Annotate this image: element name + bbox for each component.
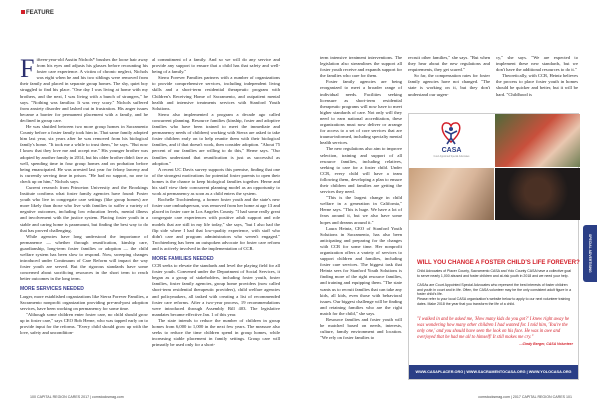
red-square-icon xyxy=(21,10,25,14)
paragraph: The state intends to reduce the number of children in group homes from 6,000 to 1,000 in the next few years. The measure also seeks to reduce the time children spend in group homes, while increasing stable placement in family settings. Group care will primarily be used only for a short- xyxy=(152,317,280,348)
quote-text: "I walked in and he asked me, 'How many kids do you got?' I knew right away he was wondering how many other children I had wanted for. I told him, 'You're the only one,' and you should have seen the look on his face. He was in awe and overjoyed that he had me all to himself! It still makes me cry." xyxy=(417,317,570,340)
lead-paragraph xyxy=(20,54,148,124)
casa-advertisement xyxy=(408,113,579,380)
casa-logo xyxy=(409,114,494,167)
photo-boy xyxy=(495,168,580,220)
subheading: MORE FAMILIES NEEDED xyxy=(152,256,214,262)
logo-subtext: Court Appointed Special Advocates xyxy=(433,156,470,158)
paragraph: term intensive treatment interventions. The legislation also streamlines the support all foster youth receive and expands support for the families who care for them. xyxy=(320,55,402,79)
photo-volunteer-child xyxy=(409,168,494,220)
paragraph: He was shuttled between two more group homes in Sacramento County before a foster family took him in. That same family adopted him last year, six years after he was removed from his biological family's home. "It took me a while to trust them," he says. "But now I know that they love me and accept me." His younger brother was adopted by another family in 2014, but his older brother didn't fare as well, spending time in four group homes and on probation before being emancipated. He was arrested last year for felony larceny and is currently serving time in prison. "He had no support, no one to check up on him," Nichols says. xyxy=(20,124,148,184)
paragraph: Larger, more established organizations like Sierra Forever Families, a Sacramento nonprofit organization providing pre-and-post adoption services, have been working on permanency for some time. xyxy=(20,293,148,311)
photo-mother-daughter xyxy=(495,114,580,167)
folio-left: 100 CAPITAL REGION CARES 2017 | comstocksmag.com xyxy=(30,395,124,399)
right-column-3 xyxy=(496,55,578,98)
ad-paragraph: Please refer to your local CASA organization's website below to apply to our next volunteer training dates. Make 2018 the year that you transform the life of a child. xyxy=(417,297,571,306)
right-column-1 xyxy=(320,55,402,395)
paragraph: Resource families and foster youth will be matched based on needs, interests, culture, family environment and location. "We rely on foster families to xyxy=(320,317,402,341)
ad-websites-bar[interactable]: WWW.CASAPLACER.ORG | WWW.SACRAMENTOCASA.ORG | WWW.YOLOCASA.ORG xyxy=(409,365,578,379)
testimonial-quote xyxy=(417,317,573,346)
paragraph: cy," she says. "We are expected to implement these new standards, but we don't have the additional resources to do it." xyxy=(496,55,578,73)
left-column-1 xyxy=(20,54,148,387)
left-column-2 xyxy=(152,57,280,387)
paragraph: While agencies have long understood the importance of permanence — whether through reunification, kinship care, guardianship, long-term foster families or adoption — the child welfare system has been slow to respond. Now, sweeping changes introduced under Continuum of Care Reform will impact the way foster youth are served. But the rigorous standards have some concerned about sacrificing resources in the short term to reach better outcomes in the long term. xyxy=(20,233,148,282)
paragraph: Sierra Forever Families partners with a number of organizations to provide comprehensive services, including independent living skills and a short-term residential therapeutic program with Children's Receiving Home of Sacramento, and outpatient mental health and intensive treatments services with Stanford Youth Solutions. xyxy=(152,75,280,111)
paragraph: recruit other families," she says. "But when they hear about the new regulations and requirements, they get scared." xyxy=(408,55,490,73)
drop-cap: F xyxy=(20,54,35,83)
section-kicker xyxy=(21,10,54,16)
special-advertising-tab: SPECIAL ADVERTISING xyxy=(583,225,597,282)
folio-right: comstocksmag.com | 2017 CAPITAL REGION CARES 101 xyxy=(478,395,572,399)
paragraph: Rochelle Trochtenberg, a former foster youth and the state's new foster care ombudsperson, was removed from her home at age 13 and placed in foster care in Los Angeles County. "I had some really great congregate care experiences with positive adult support and role models that are still in my life today," she says, "but I also had the flip side where I had that low-quality experience, with staff who didn't care and program administrators who weren't engaged." Trochtenberg has been an outspoken advocate for foster care reform and is actively involved in the implementation of CCR. xyxy=(152,197,280,251)
subheading: MORE SERVICES NEEDED xyxy=(20,286,84,293)
kicker-label: FEATURE xyxy=(26,10,54,16)
right-column-2 xyxy=(408,55,490,98)
paragraph: Theoretically, with CCR, Heintz believes the process to place foster youth in homes should be quicker and better, but it will be hard. "Childhood is xyxy=(496,73,578,97)
paragraph: "This is the largest change in child welfare in a generation in California," Herne says. "This is huge. We have a lot of fears around it, but we also have some hopes and dreams around it." xyxy=(320,195,402,225)
paragraph: Current research from Princeton University and the Brookings Institute confirms what foster family agencies have found: Foster youth who live in congregate care settings (like group homes) are more likely than those who live with families to suffer a variety of negative outcomes, including low education levels, mental illness and involvement with the justice system. Placing foster youth in a stable and caring home is paramount, but finding the best way to do that has proved challenging. xyxy=(20,184,148,233)
ad-paragraph: Child Advocates of Placer County, Sacramento CASA and Yolo County CASA have a collective goal to serve nearly 1,000 abused and foster children and at-risk youth in 2018 and we need your help. xyxy=(417,269,572,278)
lead-text: ifteen-year-old Austin Nichols* brushes the loose hair away from his eyes and adjusts his glasses before recounting his foster care experience. A victim of chronic neglect, Nichols was eight when he and his two siblings were removed from their family and placed in separate group homes. The shy, quiet boy struggled to find his place. "One day I was living at home with my brothers, and the next, I was living with a bunch of strangers," he says. "Nothing was familiar. It was very scary." Nichols suffered from anxiety disorder and lashed out in frustration. His anger issues became a barrier for permanent placement with a family, and he declined in group care. xyxy=(20,57,148,123)
paragraph: "Although some children enter foster care, no child should grow up in foster care," says CEO Bob Herne, who was tapped early on to provide input for the reforms. "Every child should grow up with the love, safety and uncondition- xyxy=(20,311,148,336)
paragraph: Laura Heintz, CEO of Stanford Youth Solutions in Sacramento, has also been anticipating and preparing for the changes with CCR for some time. Her nonprofit organization offers a variety of services to support children and families, including foster care services. The biggest task that Heintz sees for Stanford Youth Solutions is finding more of the right resource families, and training and equipping them. "The state wants us to recruit families that can take any kids, all kids, even those with behavioral issues. Our biggest challenge will be finding and retaining families who are the right match for the child," she says. xyxy=(320,225,402,316)
paragraph: A recent UC Davis survey supports this premise, finding that one of the strongest motivations for potential foster parents to open their homes is the chance to keep biological families together. Herne and his staff view their concurrent planning model as an opportunity to work at permanency as soon as a child enters the system. xyxy=(152,166,280,197)
paragraph: Sierra also implemented a program a decade ago called concurrent planning. Resource families (kinship, foster and adoptive families who have been trained to meet the immediate and permanency needs of children) working with Sierra are asked to take foster children early on to help reunite them with their biological families, and if that doesn't work, then consider adoption. "About 75 percent of our families are willing to do this," Herne says. "Our families understand that reunification is just as successful as adoption." xyxy=(152,111,280,166)
logo-text: CASA xyxy=(441,147,462,154)
paragraph: The new regulations also aim to improve selection, training and support of all resource families, including relatives, seeking to care for a foster child. Under CCR, every child will have a team following them, developing a plan to ensure their children and families are getting the services they need. xyxy=(320,146,402,195)
paragraph: Foster family agencies are being reorganized to meet a broader range of individual needs. Facilities seeking licensure as short-term residential therapeutic programs will now have to meet higher standards of care. Not only will they need to earn national accreditation, these organizations must now deliver or arrange for access to a set of core services that are trauma-informed, including specialty mental health services. xyxy=(320,79,402,146)
paragraph: al commitment of a family. And so we will do any service and provide any support to ensure that a child has that safety and well-being of a family." xyxy=(152,57,280,75)
ad-headline: WILL YOU CHANGE A FOSTER CHILD'S LIFE FOREVER? xyxy=(417,260,580,266)
heart-figure-icon xyxy=(409,114,494,167)
paragraph: So far, the compensation rates for foster family agencies have not changed. "The state is working on it, but they don't understand our urgen- xyxy=(408,73,490,97)
ad-paragraph: CASAs are Court Appointed Special Advocates who represent the best interests of foster children and youth in court and in life. Often, the CASA volunteer may be the only consistent adult figure in a foster child's life. xyxy=(417,283,572,297)
quote-attribution: —Cindy Berger, CASA Volunteer xyxy=(518,341,573,346)
paragraph: CCR seeks to elevate the standards and level the playing field for all foster youth. Convened under the Department of Social Services, it began as a group of stakeholders, including foster youth, foster families, foster family agencies, group home providers (now called short-term residential therapeutic providers), child welfare agencies and policymakers, all tasked with creating a list of recommended foster care reforms. After a two-year process, 19 recommendations were introduced through Assembly Bill 403. The legislative mandates became effective Jan. 1 of this year. xyxy=(152,263,280,317)
